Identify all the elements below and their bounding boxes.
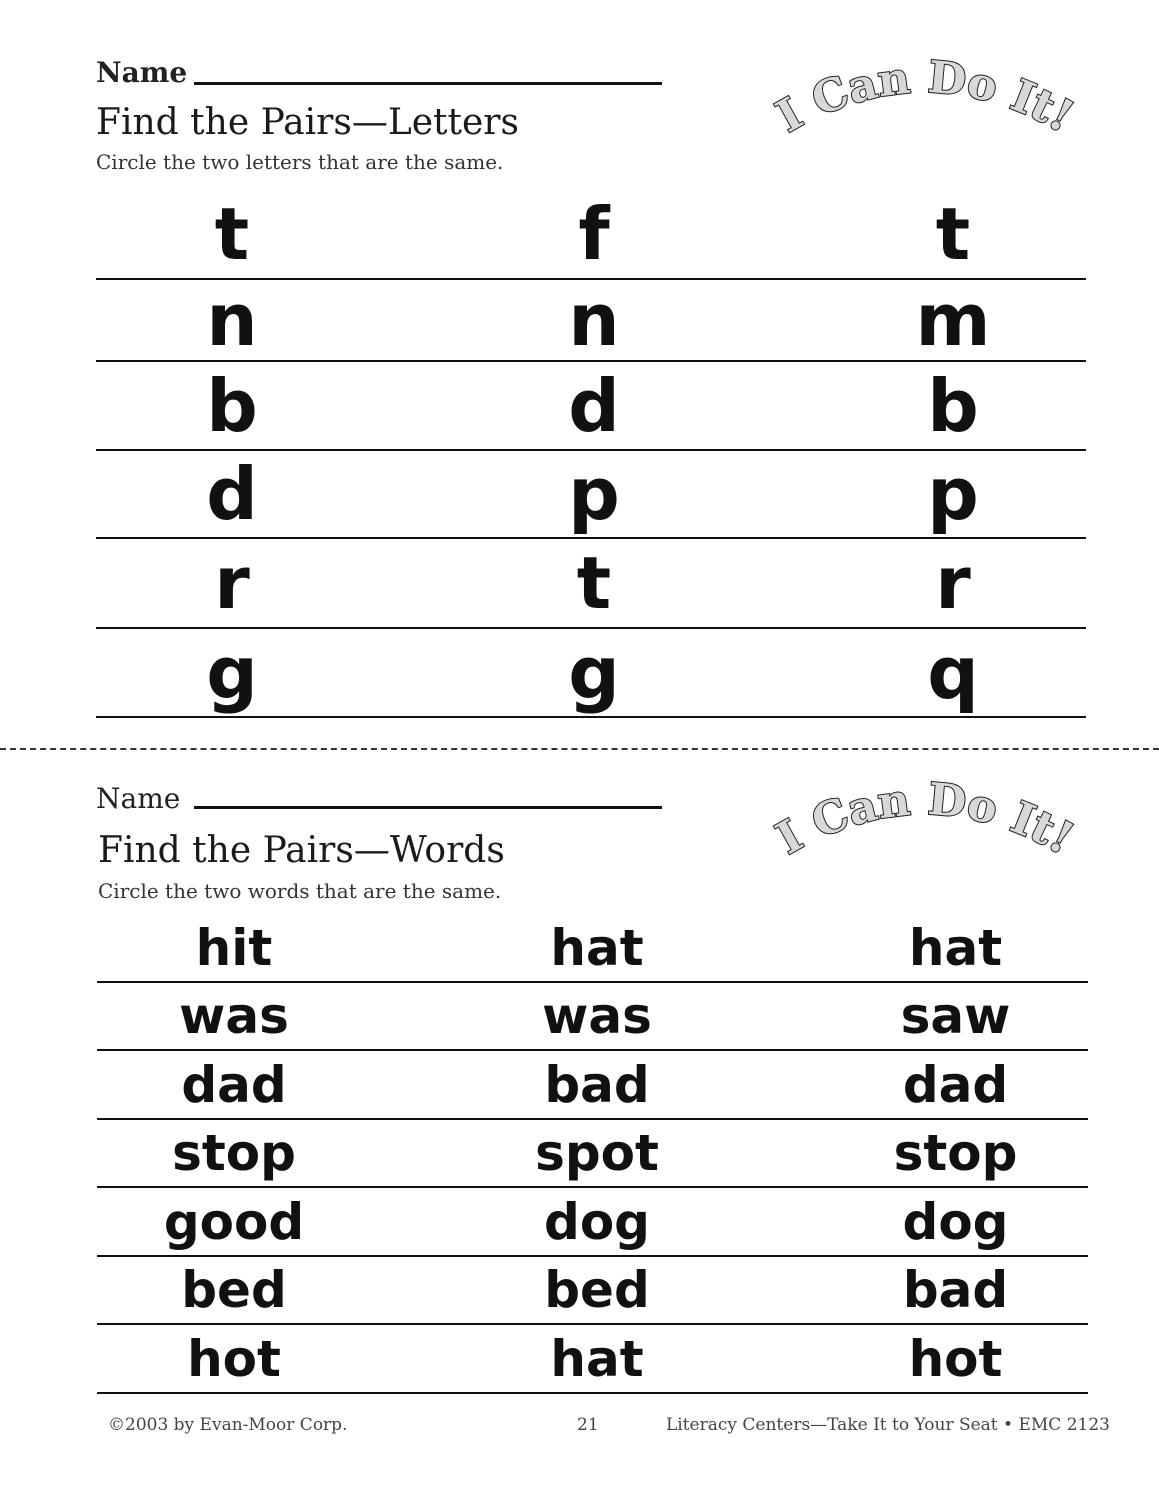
word-choice[interactable]: saw [900,987,1011,1045]
word-choice[interactable]: dad [181,1055,287,1114]
letters-grid [96,190,1086,718]
name-write-line[interactable] [194,82,662,85]
word-choice[interactable]: dad [902,1055,1009,1114]
word-choice[interactable]: hot [187,1329,281,1388]
name-write-line[interactable] [194,806,662,809]
letter-choice[interactable]: b [927,363,979,448]
word-choice[interactable]: stop [893,1124,1018,1182]
word-row [97,1051,1088,1120]
letter-choice[interactable]: d [568,363,620,448]
letter-choice[interactable]: n [568,278,620,362]
letter-choice[interactable]: r [214,541,250,625]
word-choice[interactable]: was [542,987,652,1045]
word-choice[interactable]: dog [902,1192,1009,1251]
instructions: Circle the two letters that are the same. [96,150,504,174]
badge-text: I Can Do It! [768,51,1082,143]
word-choice[interactable]: hot [908,1329,1003,1388]
letter-choice[interactable]: n [206,278,258,362]
word-choice[interactable]: hat [550,1329,644,1388]
badge-text: I Can Do It! [768,773,1082,865]
letter-row [96,451,1086,539]
word-choice[interactable]: bed [544,1261,650,1319]
word-row [97,1188,1088,1257]
name-label: Name [96,782,181,815]
cut-line [0,748,1159,750]
letter-row [96,362,1086,451]
name-label: Name [96,56,188,89]
footer-book-title: Literacy Centers—Take It to Your Seat • EMC 2123 [666,1415,1110,1435]
letter-row [96,629,1086,718]
word-choice[interactable]: spot [535,1124,659,1182]
page-number: 21 [577,1415,599,1435]
letter-choice[interactable]: f [578,192,610,276]
letter-choice[interactable]: b [206,363,258,448]
words-grid [97,914,1088,1394]
letter-choice[interactable]: g [206,630,258,715]
footer-copyright: ©2003 by Evan-Moor Corp. [108,1415,348,1435]
i-can-do-it-badge [768,50,1082,150]
letter-choice[interactable]: t [576,541,612,625]
letter-choice[interactable]: t [935,192,971,276]
letter-choice[interactable]: g [568,630,620,715]
letter-row [96,190,1086,280]
word-choice[interactable]: hat [908,918,1003,977]
page-title: Find the Pairs—Letters [96,102,519,143]
word-choice[interactable]: hit [195,918,273,977]
letter-choice[interactable]: m [915,278,991,362]
instructions: Circle the two words that are the same. [98,879,502,903]
letter-row [96,280,1086,362]
letter-choice[interactable]: d [206,452,258,536]
i-can-do-it-badge [768,772,1082,872]
word-row [97,983,1088,1051]
word-row [97,914,1088,983]
word-row [97,1120,1088,1188]
letter-choice[interactable]: p [568,452,620,536]
word-choice[interactable]: bad [544,1055,650,1114]
word-choice[interactable]: hat [550,918,644,977]
word-choice[interactable]: dog [544,1192,650,1251]
word-choice[interactable]: good [163,1192,305,1251]
word-row [97,1325,1088,1394]
word-choice[interactable]: bad [902,1261,1009,1319]
page-title: Find the Pairs—Words [98,830,505,871]
word-choice[interactable]: bed [181,1261,287,1319]
word-choice[interactable]: was [179,987,289,1045]
letter-choice[interactable]: q [927,630,979,715]
letter-row [96,539,1086,629]
letter-choice[interactable]: p [927,452,979,536]
word-row [97,1257,1088,1325]
letter-choice[interactable]: r [935,541,971,625]
word-choice[interactable]: stop [172,1124,296,1182]
letter-choice[interactable]: t [214,192,250,276]
